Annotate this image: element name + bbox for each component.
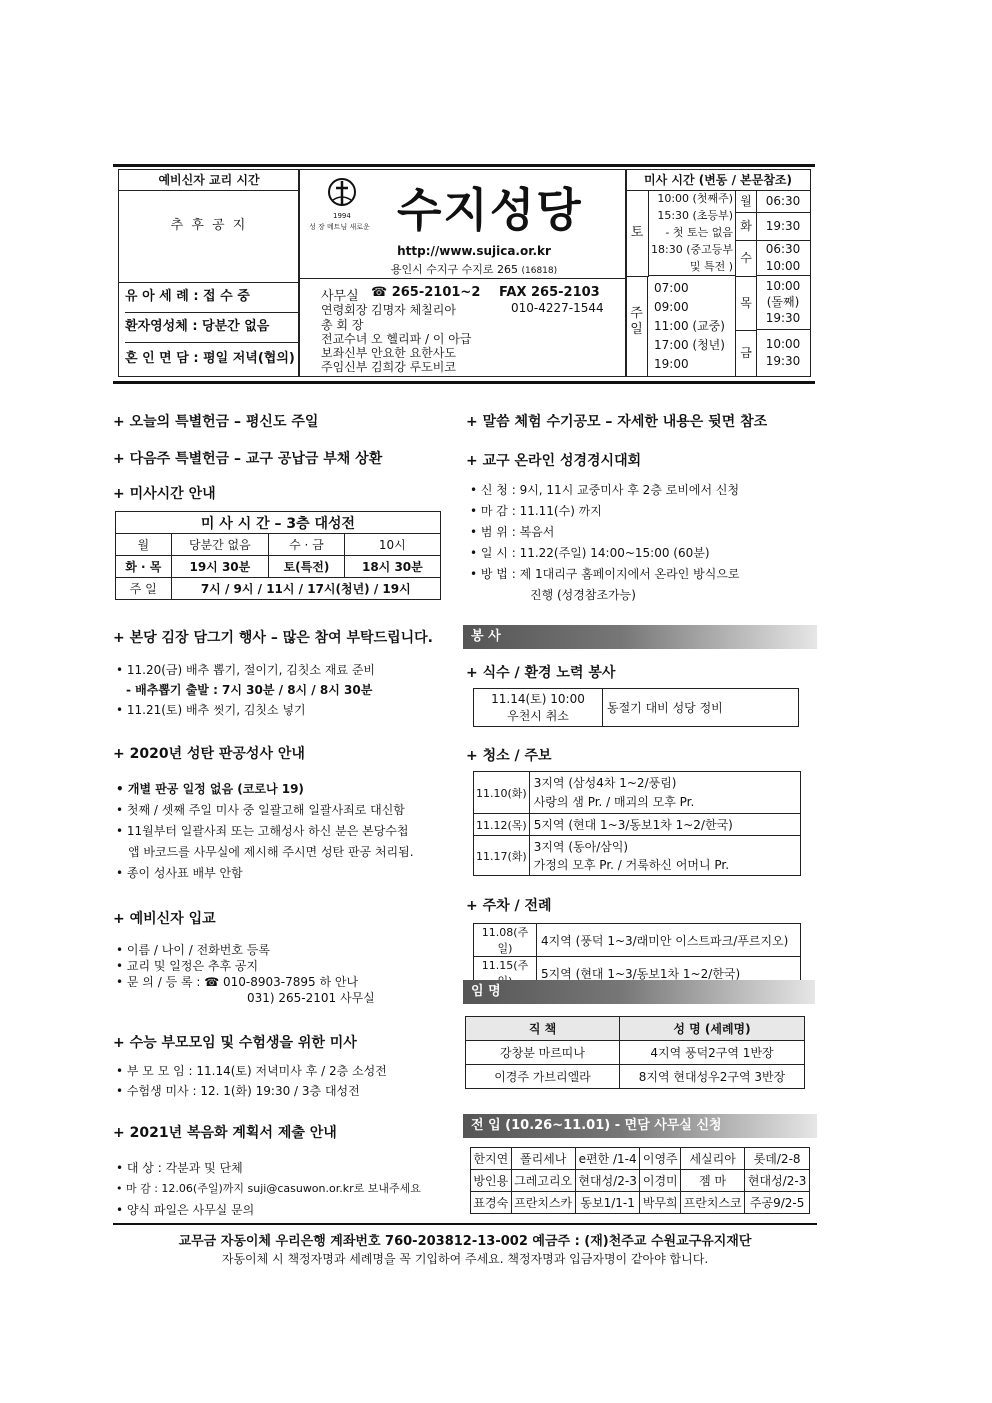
- weekday-label: 월: [736, 190, 757, 213]
- sun-time: 09:00: [654, 300, 689, 314]
- pastor-label: 주임신부: [321, 360, 368, 374]
- parking-title: + 주차 / 전례: [466, 898, 552, 914]
- parish-url[interactable]: http://www.sujica.or.kr: [397, 244, 551, 258]
- weekday-time-cell: [756, 330, 810, 376]
- mass-table-cell: 월: [116, 534, 172, 556]
- catechumen-item: 031) 265-2101 사무실: [247, 991, 375, 1005]
- plan-item: • 대 상 : 각분과 및 단체: [116, 1161, 243, 1175]
- transfer-cell: e편한 /1-4: [575, 1148, 640, 1170]
- appointment-bar: 임 명: [463, 980, 815, 1004]
- catechumen-title: + 예비신자 입교: [113, 911, 216, 927]
- assoc-label: 총 회 장: [321, 318, 364, 332]
- cleaning-desc-cell: [529, 772, 800, 814]
- essay-notice: + 말씀 체험 수기공모 – 자세한 내용은 뒷면 참조: [466, 414, 768, 430]
- plan-item: • 양식 파일은 사무실 문의: [116, 1203, 255, 1217]
- kimjang-item: - 배추뽑기 출발 : 7시 30분 / 8시 / 8시 30분: [126, 683, 373, 697]
- parking-desc: 4지역 (풍덕 1~3/래미안 이스트파크/푸르지오): [537, 924, 801, 957]
- sat-time: - 첫 토는 없음: [665, 226, 733, 239]
- sat-time: 10:00 (첫째주): [657, 192, 733, 205]
- bible-quiz-item: • 범 위 : 복음서: [470, 525, 555, 539]
- transfer-cell: 주공9/2-5: [745, 1192, 810, 1214]
- appointment-table: [465, 1016, 805, 1089]
- meal-date-cell: [474, 689, 603, 727]
- meal-date: 11.14(토) 10:00: [491, 691, 585, 706]
- cleaning-desc: 3지역 (삼성4차 1~2/풍림): [533, 775, 677, 790]
- appointment-cell: 강창분 마르띠나: [466, 1041, 620, 1065]
- transfer-cell: 이경미: [640, 1170, 681, 1192]
- mass-table-cell: 7시 / 9시 / 11시 / 17시(청년) / 19시: [171, 578, 440, 600]
- weekday-label: 화: [736, 212, 757, 241]
- exam-item: • 수험생 미사 : 12. 1(화) 19:30 / 3층 대성전: [116, 1084, 360, 1098]
- nun-name: 오 헬리파 / 이 아급: [371, 332, 472, 346]
- transfer-cell: 박무희: [640, 1192, 681, 1214]
- office-label: 사무실: [321, 289, 359, 304]
- bible-quiz-item: • 일 시 : 11.22(주일) 14:00~15:00 (60분): [470, 546, 710, 560]
- bible-quiz-item: • 마 감 : 11.11(수) 까지: [470, 504, 602, 518]
- mass-time-table: [115, 511, 441, 600]
- mass-guide-title: + 미사시간 안내: [113, 486, 216, 502]
- bible-quiz-item: • 방 법 : 제 1대리구 홈페이지에서 온라인 방식으로: [470, 567, 740, 581]
- transfer-cell: 한지연: [471, 1148, 512, 1170]
- mass-table-cell: 당분간 없음: [171, 534, 269, 556]
- transfer-cell: 현대성/2-3: [745, 1170, 810, 1192]
- christmas-title: + 2020년 성탄 판공성사 안내: [113, 746, 305, 762]
- mass-table-cell: 10시: [344, 534, 440, 556]
- mass-times-title: 미사 시간 (변동 / 본문참조): [626, 170, 810, 191]
- transfer-table: [470, 1147, 810, 1214]
- weekday-time: 10:00: [765, 337, 801, 351]
- sun-time: 19:00: [654, 357, 689, 371]
- weekday-time: 10:00: [765, 279, 801, 293]
- pastor-name: 김희강 루도비코: [371, 360, 456, 374]
- transfer-bar: 전 입 (10.26~11.01) - 면담 사무실 신청: [463, 1114, 817, 1138]
- appointment-header: 직 책: [466, 1017, 620, 1041]
- mass-table-cell: 토(특전): [269, 556, 345, 578]
- church-logo-icon: [327, 176, 357, 214]
- sat-time: 및 특전 ): [689, 260, 733, 273]
- special-offering-next: + 다음주 특별헌금 – 교구 공납금 부채 상환: [113, 451, 383, 467]
- sun-times: [648, 276, 736, 376]
- cleaning-desc: 3지역 (동아/삼익): [533, 839, 629, 854]
- assistant-name: 안요한 요한사도: [371, 346, 456, 360]
- weekday-time: 19:30: [765, 354, 801, 368]
- sat-times: [648, 190, 736, 276]
- transfer-cell: 롯데/2-8: [745, 1148, 810, 1170]
- catechumen-item: • 교리 및 일정은 추후 공지: [116, 959, 259, 973]
- christmas-item: 앱 바코드를 사무실에 제시해 주시면 성탄 판공 처리됨.: [128, 845, 414, 859]
- council-name: 김명자 체칠리아: [371, 303, 456, 317]
- christmas-item: • 개별 판공 일정 없음 (코로나 19): [116, 782, 304, 796]
- sat-time: 18:30 (중고등부: [651, 243, 733, 256]
- weekday-time-cell: [756, 240, 810, 276]
- weekday-time: 06:30: [765, 242, 801, 256]
- transfer-cell: 프란치스카: [511, 1192, 575, 1214]
- weekday-times: [736, 190, 810, 376]
- bulletin-header: [113, 164, 815, 384]
- parking-date: 11.15(주: [474, 957, 537, 990]
- cleaning-table: [473, 771, 801, 876]
- cleaning-desc: 사랑의 샘 Pr. / 매괴의 모후 Pr.: [533, 794, 695, 809]
- logo-year: 1994: [333, 212, 351, 220]
- sat-label: 토: [626, 190, 649, 277]
- meal-note: 우천시 취소: [507, 708, 569, 723]
- parking-date: 11.08(주일): [474, 924, 537, 957]
- catechumen-item: • 이름 / 나이 / 전화번호 등록: [116, 943, 270, 957]
- cleaning-date: 11.10(화): [474, 772, 530, 814]
- sat-time: 15:30 (초등부): [657, 209, 733, 222]
- transfer-cell: 동보1/1-1: [575, 1192, 640, 1214]
- kimjang-item: • 11.20(금) 배추 뽑기, 절이기, 김칫소 재료 준비: [116, 663, 376, 677]
- weekday-label: 목: [736, 276, 757, 331]
- office-phone: ☎ 265-2101~2: [371, 285, 481, 300]
- transfer-cell: 젬 마: [681, 1170, 745, 1192]
- exam-item: • 부 모 모 임 : 11.14(토) 저녁미사 후 / 2층 소성전: [116, 1064, 387, 1078]
- cleaning-desc: 가정의 모후 Pr. / 거룩하신 어머니 Pr.: [533, 857, 730, 872]
- appointment-header: 성 명 (세례명): [620, 1017, 805, 1041]
- nun-label: 전교수녀: [321, 332, 368, 346]
- exam-title: + 수능 부모모임 및 수험생을 위한 미사: [113, 1035, 357, 1051]
- kimjang-item: • 11.21(토) 배추 씻기, 김칫소 넣기: [116, 703, 306, 717]
- weekday-time-cell: [756, 276, 810, 330]
- parking-desc: 5지역 (현대 1~3/동보1차 1~2/한국): [537, 957, 801, 990]
- transfer-cell: 폴리세나: [511, 1148, 575, 1170]
- weekday-label: 수: [736, 240, 757, 277]
- mass-table-cell: 수 · 금: [269, 534, 345, 556]
- catechism-title: 예비신자 교리 시간: [119, 170, 299, 191]
- weekday-label: 금: [736, 330, 757, 376]
- mass-table-cell: 주 일: [116, 578, 172, 600]
- transfer-cell: 세실리아: [681, 1148, 745, 1170]
- meal-title: + 식수 / 환경 노력 봉사: [466, 665, 616, 681]
- weekday-time: 19:30: [765, 311, 801, 325]
- meal-table: [473, 688, 799, 727]
- transfer-cell: 표경숙: [471, 1192, 512, 1214]
- transfer-cell: 프란치스코: [681, 1192, 745, 1214]
- catechumen-item: • 문 의 / 등 록 : ☎ 010-8903-7895 하 안나: [116, 975, 359, 989]
- assistant-label: 보좌신부: [321, 346, 368, 360]
- council-phone: 010-4227-1544: [511, 301, 604, 315]
- sun-time: 07:00: [654, 281, 689, 295]
- weekday-time: 06:30: [756, 190, 810, 213]
- weekday-time: 19:30: [756, 212, 810, 241]
- bible-quiz-title: + 교구 온라인 성경경시대회: [466, 453, 642, 469]
- infant-baptism: 유 아 세 례 : 접 수 중: [125, 282, 299, 313]
- appointment-cell: 4지역 풍덕2구역 1반장: [620, 1041, 805, 1065]
- christmas-item: • 첫째 / 셋째 주일 미사 중 일괄고해 일괄사죄로 대신함: [116, 803, 405, 817]
- appointment-cell: 8지역 현대성우2구역 3반장: [620, 1065, 805, 1089]
- plan-title: + 2021년 복음화 계획서 제출 안내: [113, 1125, 337, 1141]
- transfer-cell: 방인용: [471, 1170, 512, 1192]
- cleaning-title: + 청소 / 주보: [466, 748, 552, 764]
- transfer-cell: 현대성/2-3: [575, 1170, 640, 1192]
- parish-address: [349, 261, 599, 277]
- sun-time: 17:00 (청년): [654, 338, 725, 352]
- plan-item: • 마 감 : 12.06(주일)까지 suji@casuwon.or.kr로 보내주세요: [116, 1182, 421, 1195]
- footer-bank-info: 교무금 자동이체 우리은행 계좌번호 760-203812-13-002 예금주 : (재)천주교 수원교구유지재단: [178, 1234, 752, 1249]
- service-bar: 봉 사: [463, 625, 817, 649]
- catechism-notice: 추 후 공 지: [119, 190, 299, 283]
- special-offering-today: + 오늘의 특별헌금 – 평신도 주일: [113, 414, 319, 430]
- sun-label: 주일: [626, 276, 648, 376]
- mass-table-cell: 19시 30분: [171, 556, 269, 578]
- kimjang-title: + 본당 김장 담그기 행사 – 많은 참여 부탁드립니다.: [113, 630, 433, 646]
- sick-anointing: 환자영성체 : 당분간 없음: [125, 312, 299, 343]
- bible-quiz-item: • 신 청 : 9시, 11시 교중미사 후 2층 로비에서 신청: [470, 483, 740, 497]
- christmas-item: • 11월부터 일괄사죄 또는 고해성사 하신 분은 본당수첩: [116, 824, 409, 838]
- address-text: 용인시 수지구 수지로 265: [390, 263, 518, 276]
- christmas-item: • 종이 성사표 배부 안함: [116, 866, 243, 880]
- logo-caption: 성 장 메트님 새로운: [309, 223, 370, 231]
- marriage-interview: 혼 인 면 담 : 평일 저녁(협의): [125, 351, 295, 366]
- bible-quiz-item: 진행 (성경참조가능): [530, 588, 636, 602]
- header-center-box: [298, 169, 627, 377]
- cleaning-desc: 5지역 (현대 1~3/동보1차 1~2/한국): [529, 814, 800, 836]
- weekday-time: 10:00: [765, 259, 801, 273]
- appointment-cell: 이경주 가브리엘라: [466, 1065, 620, 1089]
- cleaning-date: 11.17(화): [474, 836, 530, 876]
- meal-desc: 동절기 대비 성당 정비: [603, 689, 799, 727]
- sun-time: 11:00 (교중): [654, 319, 725, 333]
- cleaning-desc-cell: [529, 836, 800, 876]
- header-left-box: [118, 169, 300, 377]
- transfer-cell: 이영주: [640, 1148, 681, 1170]
- mass-table-cell: 화 · 목: [116, 556, 172, 578]
- office-fax: FAX 265-2103: [499, 285, 600, 300]
- weekday-time: (돌째): [766, 295, 800, 309]
- council-label: 연령회장: [321, 303, 368, 317]
- transfer-cell: 그레고리오: [511, 1170, 575, 1192]
- header-mass-box: [625, 169, 811, 377]
- footer-note: 자동이체 시 책정자명과 세례명을 꼭 기입하여 주세요. 책정자명과 입금자명이 같아야 합니다.: [221, 1252, 709, 1266]
- cleaning-date: 11.12(목): [474, 814, 530, 836]
- footer-divider: [113, 1223, 817, 1225]
- mass-table-title: 미 사 시 간 – 3층 대성전: [116, 512, 441, 534]
- parish-name: 수지성당: [397, 183, 583, 237]
- mass-table-cell: 18시 30분: [344, 556, 440, 578]
- zip-code: (16818): [521, 266, 558, 276]
